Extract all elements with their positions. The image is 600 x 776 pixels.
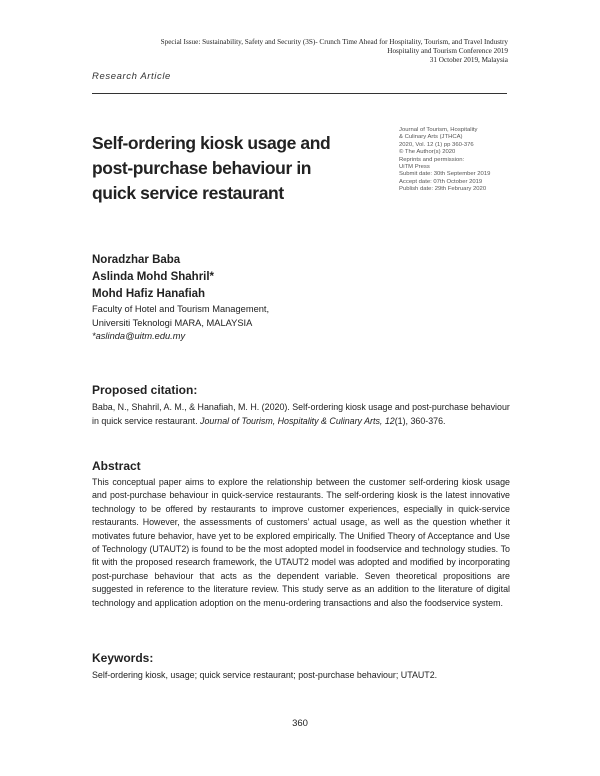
citation-text (92, 401, 510, 428)
meta-line: Reprints and permission: (399, 156, 465, 163)
affiliation-line: Faculty of Hotel and Tourism Management, (92, 304, 270, 314)
conference-line: Special Issue: Sustainability, Safety and Security (3S)- Crunch Time Ahead for Hospitality, Tourism, and Travel Industry (160, 38, 508, 46)
author-name: Noradzhar Baba (92, 254, 181, 266)
meta-line: Accept date: 07th October 2019 (399, 178, 483, 185)
meta-line: & Culinary Arts (JTHCA) (399, 134, 463, 141)
meta-line: Journal of Tourism, Hospitality (399, 127, 478, 133)
header-divider (92, 93, 507, 94)
abstract-text: This conceptual paper aims to explore the relationship between the customer self-ordering kiosk usage and post-purchase behaviour in quick-service restaurants. The self-ordering kiosk is the latest innovative technology to be offered by restaurants to improve customer experiences, especially in quick-service restaurants. However, the assessments of customers’ actual usage, as well as the question whether it motivates future behavior, have yet to be explored empirically. The Unified Theory of Acceptance and Use of Technology (UTAUT2) is found to be the most adopted model in foodservice and technology studies. To fit with the proposed research framework, the UTAUT2 model was adopted and modified by incorporating post-purchase behaviour that acts as the dependent variable. Seven theoretical propositions are suggested in reference to the literature review. This study serve as an addition to the literature of digital technology and application adoption on the menu-ordering transactions and also the foodservice system. (92, 477, 510, 608)
affiliation-line: Universiti Teknologi MARA, MALAYSIA (92, 317, 253, 328)
title-line: Self-ordering kiosk usage and (92, 133, 331, 153)
article-type-label: Research Article (92, 71, 171, 82)
author-email[interactable]: *aslinda@uitm.edu.my (92, 331, 186, 341)
meta-line: Publish date: 29th February 2020 (399, 186, 487, 193)
author-list (92, 252, 214, 303)
title-line: quick service restaurant (92, 183, 284, 203)
conference-header (161, 38, 508, 65)
abstract-heading: Abstract (92, 459, 141, 473)
meta-line: Submit date: 30th September 2019 (399, 171, 491, 178)
citation-issue-pages: (1), 360-376. (394, 415, 446, 426)
title-line: post-purchase behaviour in (92, 158, 312, 178)
author-name: Aslinda Mohd Shahril* (92, 271, 215, 283)
meta-line: UiTM Press (399, 164, 430, 171)
author-name: Mohd Hafiz Hanafiah (92, 288, 206, 300)
meta-line: 2020, Vol. 12 (1) pp 360-376 (399, 141, 474, 148)
conference-line: 31 October 2019, Malaysia (429, 56, 508, 64)
paper-title (92, 131, 362, 206)
conference-line: Hospitality and Tourism Conference 2019 (387, 47, 508, 55)
affiliation (92, 303, 269, 344)
citation-heading: Proposed citation: (92, 383, 198, 397)
meta-line: © The Author(s) 2020 (399, 149, 456, 156)
keywords-text: Self-ordering kiosk, usage; quick service restaurant; post-purchase behaviour; UTAUT2. (92, 670, 438, 680)
citation-authors-title: Baba, N., Shahril, A. M., & Hanafiah, M. H. (2020). Self-ordering kiosk usage and post-purchase behaviour in quick service restaurant. (92, 402, 510, 426)
journal-meta (399, 127, 519, 194)
page-number: 360 (292, 718, 308, 729)
citation-journal: Journal of Tourism, Hospitality & Culinary Arts, 12 (200, 415, 395, 426)
keywords-heading: Keywords: (92, 651, 154, 665)
